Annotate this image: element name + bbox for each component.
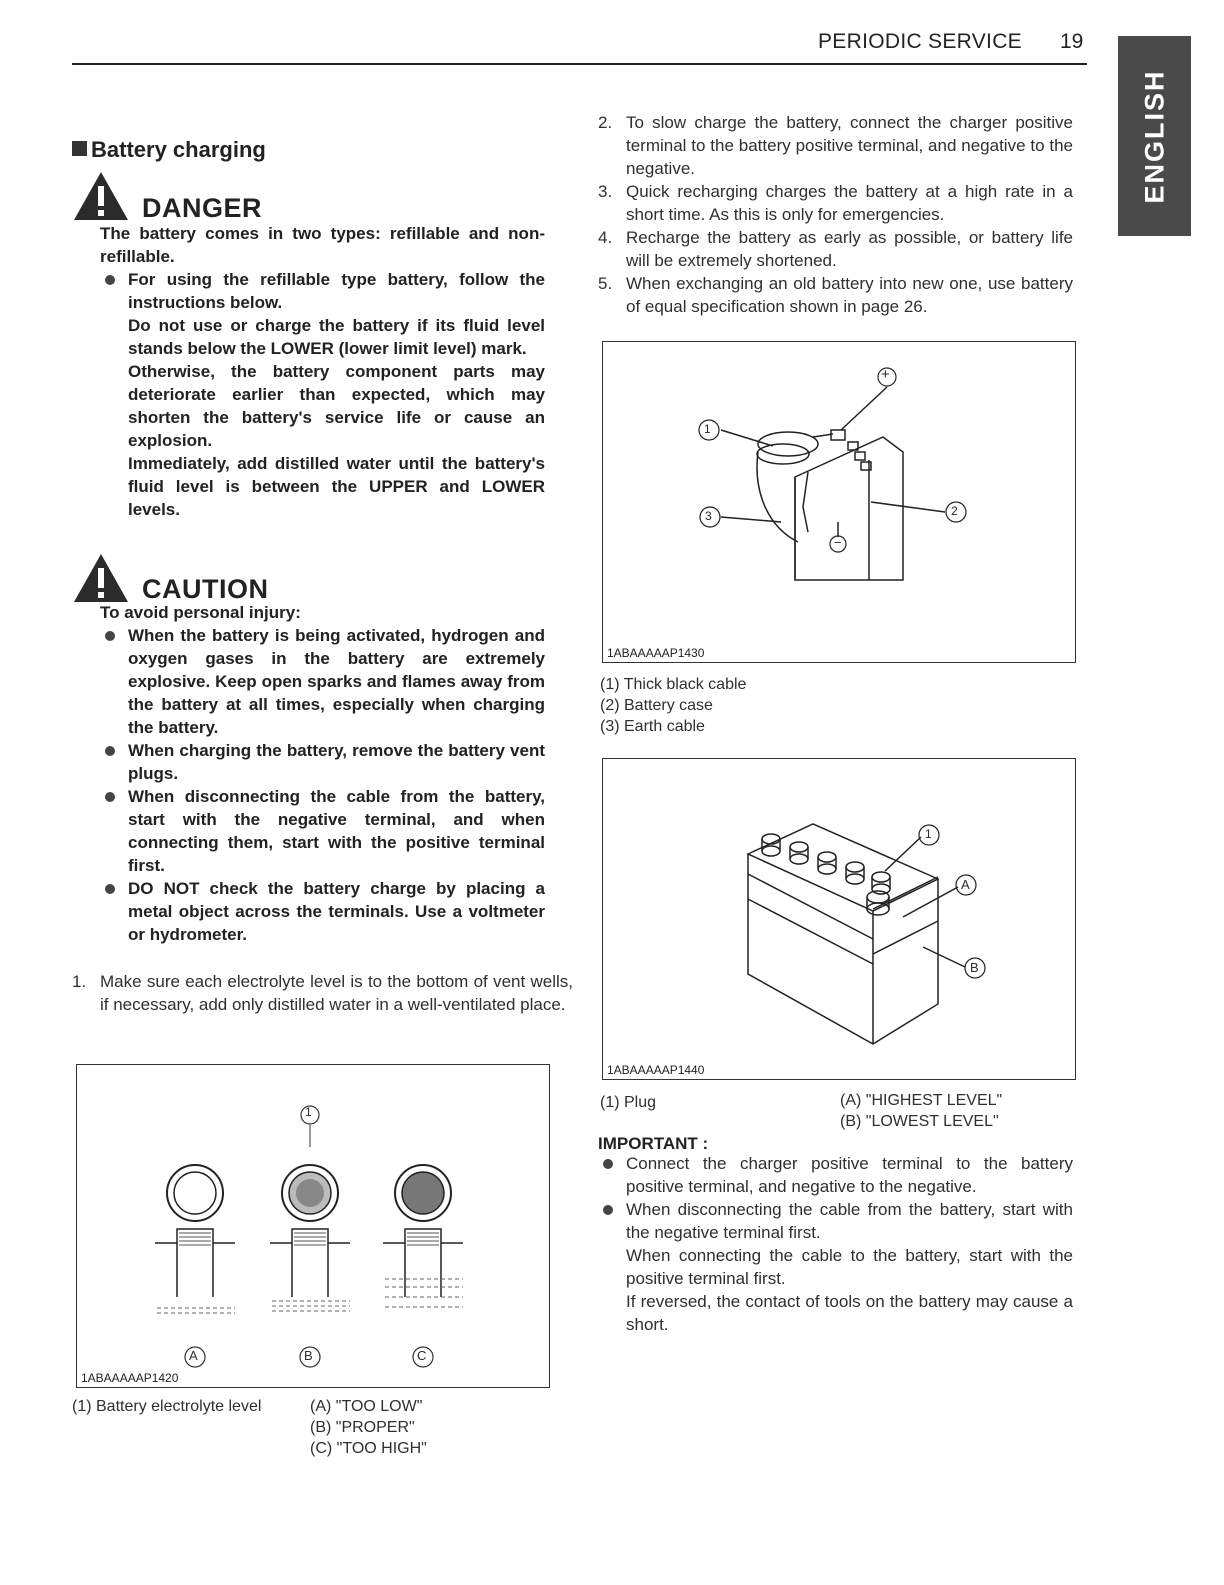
danger-para-1: Do not use or charge the battery if its fluid level stands below the LOWER (lower limit level) mark. bbox=[128, 316, 545, 358]
fig1-label-1: 1 bbox=[704, 422, 711, 436]
caution-bullet-1: When the battery is being activated, hydrogen and oxygen gases in the battery are extremely explosive. Keep open sparks and flames away from the battery at all times, especially when charging the battery. bbox=[100, 624, 545, 739]
fig1-label-plus: + bbox=[881, 366, 890, 383]
important-para-2: If reversed, the contact of tools on the battery may cause a short. bbox=[626, 1292, 1073, 1334]
step-5-text: When exchanging an old battery into new one, use battery of equal specification shown in page 26. bbox=[626, 274, 1073, 316]
fig-caption-b: (B) "PROPER" bbox=[310, 1419, 415, 1436]
important-block bbox=[598, 1152, 1073, 1336]
fig2-caption-a: (A) "HIGHEST LEVEL" bbox=[840, 1092, 1003, 1109]
fig1-label-3: 3 bbox=[705, 509, 712, 523]
fig-label-c: C bbox=[417, 1348, 427, 1363]
caution-bullet-4: DO NOT check the battery charge by placing a metal object across the terminals. Use a voltmeter or hydrometer. bbox=[100, 877, 545, 946]
battery-level-diagram bbox=[603, 759, 1075, 1079]
fig1-caption-1: (1) Thick black cable bbox=[600, 676, 747, 693]
caution-intro: To avoid personal injury: bbox=[100, 603, 301, 622]
step-3 bbox=[598, 180, 1073, 226]
danger-para-3: Immediately, add distilled water until the battery's fluid level is between the UPPER and LOWER levels. bbox=[128, 454, 545, 519]
section-title-text: Battery charging bbox=[91, 137, 266, 162]
figure2-code: 1ABAAAAAP1440 bbox=[607, 1063, 705, 1077]
step-2 bbox=[598, 111, 1073, 180]
figure-code: 1ABAAAAAP1420 bbox=[81, 1371, 179, 1385]
step-2-text: To slow charge the battery, connect the charger positive terminal to the battery positive terminal, and negative to the negative. bbox=[626, 113, 1073, 178]
step-1 bbox=[72, 970, 573, 1016]
danger-para-2: Otherwise, the battery component parts may deteriorate earlier than expected, which may shorten the battery's service life or cause an explosion. bbox=[128, 362, 545, 450]
danger-bullet: For using the refillable type battery, follow the instructions below. bbox=[100, 268, 545, 314]
danger-intro: The battery comes in two types: refillable and non-refillable. bbox=[100, 224, 545, 266]
fig-label-1: 1 bbox=[305, 1105, 312, 1119]
fig1-caption-3: (3) Earth cable bbox=[600, 718, 705, 735]
step-1-text: Make sure each electrolyte level is to the bottom of vent wells, if necessary, add only distilled water in a well-ventilated place. bbox=[100, 972, 573, 1014]
danger-warning-icon bbox=[72, 170, 130, 222]
step-2-number: 2. bbox=[598, 113, 613, 132]
important-heading: IMPORTANT : bbox=[598, 1134, 709, 1153]
fig1-label-2: 2 bbox=[951, 504, 958, 518]
electrolyte-level-figure bbox=[76, 1064, 550, 1388]
step-5 bbox=[598, 272, 1073, 318]
fig2-label-1: 1 bbox=[925, 827, 932, 841]
step-3-text: Quick recharging charges the battery at a high rate in a short time. As this is only for emergencies. bbox=[626, 182, 1073, 224]
fig1-caption-2: (2) Battery case bbox=[600, 697, 713, 714]
caution-heading: CAUTION bbox=[142, 574, 269, 604]
page-number: 19 bbox=[1060, 30, 1084, 53]
electrolyte-level-diagram bbox=[77, 1065, 549, 1387]
section-square-icon bbox=[72, 141, 87, 156]
fig2-caption-b: (B) "LOWEST LEVEL" bbox=[840, 1113, 999, 1130]
step-1-number: 1. bbox=[72, 972, 87, 991]
caution-list bbox=[100, 624, 545, 946]
language-tab bbox=[1118, 36, 1191, 236]
fig1-label-minus: − bbox=[834, 535, 842, 550]
fig2-label-b: B bbox=[970, 960, 979, 975]
charging-steps bbox=[598, 111, 1073, 318]
fig-caption-1: (1) Battery electrolyte level bbox=[72, 1398, 262, 1415]
step-5-number: 5. bbox=[598, 274, 613, 293]
battery-cable-diagram bbox=[603, 342, 1075, 662]
danger-block bbox=[100, 268, 545, 521]
danger-heading: DANGER bbox=[142, 193, 263, 223]
section-title bbox=[72, 137, 266, 163]
step-3-number: 3. bbox=[598, 182, 613, 201]
figure1-code: 1ABAAAAAP1430 bbox=[607, 646, 705, 660]
step-4-number: 4. bbox=[598, 228, 613, 247]
important-para-1: When connecting the cable to the battery, start with the positive terminal first. bbox=[626, 1246, 1073, 1288]
important-bullet-1: Connect the charger positive terminal to the battery positive terminal, and negative to the negative. bbox=[598, 1152, 1073, 1198]
battery-cable-figure bbox=[602, 341, 1076, 663]
language-tab-label: ENGLISH bbox=[1139, 68, 1170, 204]
step-4 bbox=[598, 226, 1073, 272]
important-bullet-2: When disconnecting the cable from the battery, start with the negative terminal first. bbox=[598, 1198, 1073, 1244]
fig-caption-a: (A) "TOO LOW" bbox=[310, 1398, 423, 1415]
fig-caption-c: (C) "TOO HIGH" bbox=[310, 1440, 427, 1457]
fig2-caption-1: (1) Plug bbox=[600, 1094, 657, 1111]
fig-label-b: B bbox=[304, 1348, 313, 1363]
caution-bullet-3: When disconnecting the cable from the battery, start with the negative terminal, and when connecting them, start with the positive terminal first. bbox=[100, 785, 545, 877]
header-rule bbox=[72, 63, 1087, 65]
caution-bullet-2: When charging the battery, remove the battery vent plugs. bbox=[100, 739, 545, 785]
battery-level-figure bbox=[602, 758, 1076, 1080]
step-4-text: Recharge the battery as early as possible, or battery life will be extremely shortened. bbox=[626, 228, 1073, 270]
header-title: PERIODIC SERVICE bbox=[818, 30, 1022, 53]
caution-warning-icon bbox=[72, 552, 130, 604]
fig2-label-a: A bbox=[961, 877, 970, 892]
fig-label-a: A bbox=[189, 1348, 198, 1363]
